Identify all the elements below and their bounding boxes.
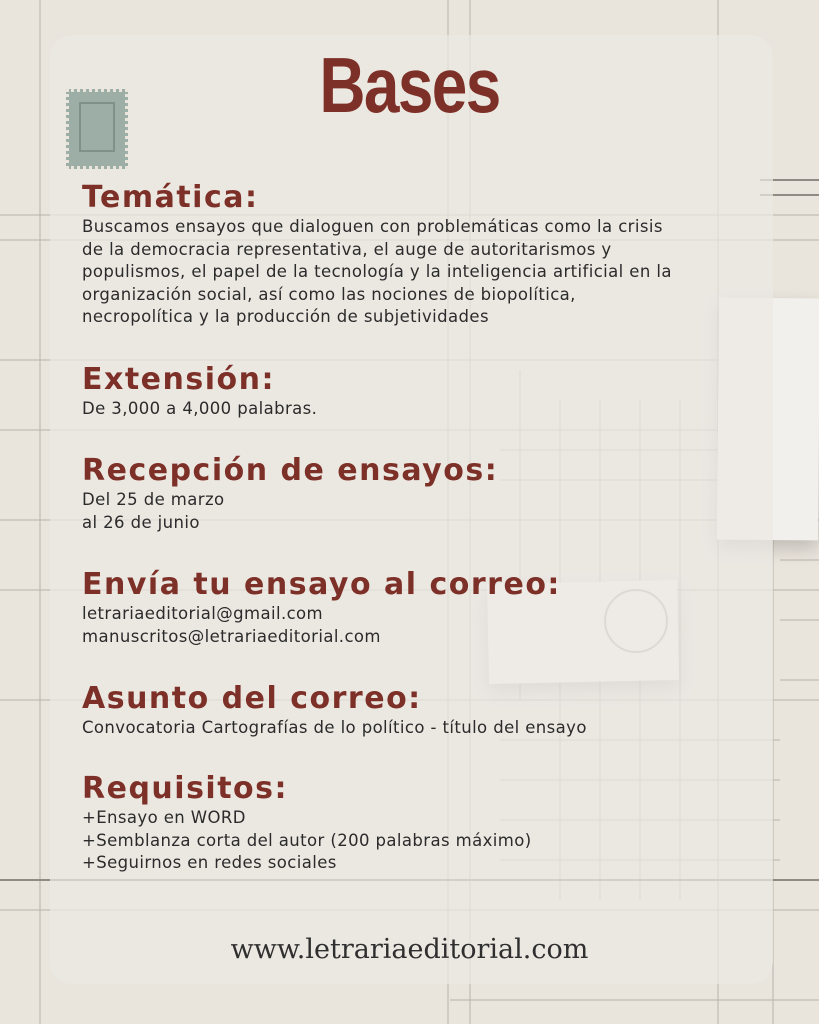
section-body	[82, 216, 742, 329]
section-body	[82, 807, 742, 875]
body-line: organización social, así como las nociones de biopolítica,	[82, 284, 576, 304]
body-line: Convocatoria Cartografías de lo político - título del ensayo	[82, 718, 587, 737]
body-line: de la democracia representativa, el auge de autoritarismos y	[82, 239, 612, 259]
email-link[interactable]: manuscritos@letrariaeditorial.com	[82, 626, 381, 646]
body-line: De 3,000 a 4,000 palabras.	[82, 399, 318, 418]
body-line: Del 25 de marzo	[82, 490, 225, 509]
section-body	[82, 398, 742, 421]
section-body	[82, 603, 742, 648]
section-recepcion	[82, 453, 742, 534]
section-requisitos	[82, 771, 742, 875]
body-line: al 26 de junio	[82, 512, 200, 532]
body-line: necropolítica y la producción de subjetividades	[82, 307, 489, 326]
section-heading: Asunto del correo:	[82, 681, 422, 716]
section-heading: Envía tu ensayo al correo:	[82, 567, 561, 602]
section-body	[82, 489, 742, 534]
section-heading: Recepción de ensayos:	[82, 453, 499, 488]
section-heading: Requisitos:	[82, 771, 289, 806]
page-title: Bases	[319, 41, 500, 129]
list-item: +Semblanza corta del autor (200 palabras máximo)	[82, 830, 532, 850]
section-correo	[82, 567, 742, 648]
website-link[interactable]: www.letrariaeditorial.com	[230, 934, 589, 965]
section-tematica	[82, 180, 742, 329]
section-extension	[82, 362, 742, 421]
section-asunto	[82, 681, 742, 740]
body-line: populismos, el papel de la tecnología y la inteligencia artificial en la	[82, 262, 672, 281]
body-line: Buscamos ensayos que dialoguen con problemáticas como la crisis	[82, 217, 663, 236]
section-body	[82, 717, 742, 740]
section-heading: Temática:	[82, 180, 259, 215]
email-link[interactable]: letrariaeditorial@gmail.com	[82, 604, 324, 623]
section-heading: Extensión:	[82, 362, 275, 397]
list-item: +Ensayo en WORD	[82, 808, 246, 827]
list-item: +Seguirnos en redes sociales	[82, 853, 337, 872]
